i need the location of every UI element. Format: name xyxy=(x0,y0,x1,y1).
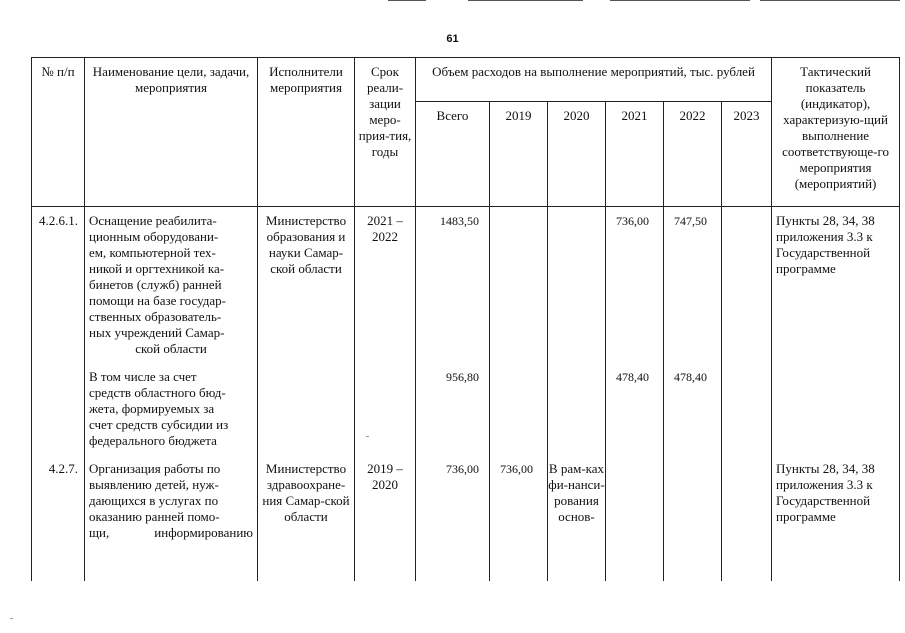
table-row xyxy=(32,369,900,461)
indicator: Пункты 28, 34, 38 приложения 3.3 к Государственной программе xyxy=(772,213,900,369)
indicator: Пункты 28, 34, 38 приложения 3.3 к Государственной программе xyxy=(772,461,900,581)
scan-speck xyxy=(10,618,13,619)
measure-name-line: жета, формируемых за xyxy=(89,401,215,416)
amount-2022 xyxy=(664,461,722,581)
amount-2021: 478,40 xyxy=(606,369,664,461)
amount-2022: 478,40 xyxy=(664,369,722,461)
executor: Министерство здравоохране-ния Самар-ской области xyxy=(258,461,355,581)
measure-name-line: дающихся в услугах по xyxy=(89,493,219,508)
measure-name-line: Оснащение реабилита- xyxy=(89,213,217,228)
amount-2020: В рам-ках фи-нанси-рования основ- xyxy=(548,461,606,581)
measure-name xyxy=(85,213,258,369)
amount-total: 956,80 xyxy=(416,369,490,461)
measure-name-line: ных учреждений Самар- xyxy=(89,325,225,340)
measure-name-line: щи, информированию xyxy=(89,525,253,540)
header-year-2019: 2019 xyxy=(490,102,548,207)
header-executors: Исполнители мероприятия xyxy=(258,58,355,207)
header-period: Срок реали-зации меро-прия-тия, годы xyxy=(355,58,416,207)
executor xyxy=(258,369,355,461)
header-total: Всего xyxy=(416,102,490,207)
period: 2021 – 2022 xyxy=(355,213,416,369)
amount-2019 xyxy=(490,369,548,461)
measure-name-line: оказанию ранней помо- xyxy=(89,509,220,524)
amount-2020 xyxy=(548,369,606,461)
period: 2019 – 2020 xyxy=(355,461,416,581)
measure-name-line: помощи на базе государ- xyxy=(89,293,226,308)
header-name: Наименование цели, задачи, мероприятия xyxy=(85,58,258,207)
row-number xyxy=(32,369,85,461)
header-volume: Объем расходов на выполнение мероприятий, тыс. рублей xyxy=(416,58,772,102)
measure-name-line: бинетов (служб) ранней xyxy=(89,277,222,292)
page-number: 61 xyxy=(446,33,459,45)
scan-edge-line xyxy=(610,0,750,1)
scan-edge-line xyxy=(388,0,426,1)
amount-total: 1483,50 xyxy=(416,213,490,369)
amount-2020 xyxy=(548,213,606,369)
row-number: 4.2.7. xyxy=(32,461,85,581)
amount-2023 xyxy=(722,369,772,461)
amount-2023 xyxy=(722,461,772,581)
scan-edge-line xyxy=(468,0,583,1)
indicator xyxy=(772,369,900,461)
header-row xyxy=(32,58,900,102)
scan-speck xyxy=(366,436,369,437)
header-indicator: Тактический показатель (индикатор), характеризую-щий выполнение соответствующе-го мероприятия (мероприятий) xyxy=(772,58,900,207)
header-year-2022: 2022 xyxy=(664,102,722,207)
measure-name-line: ской области xyxy=(135,341,207,356)
measure-name-line: федерального бюджета xyxy=(89,433,217,448)
executor: Министерство образования и науки Самар-ской области xyxy=(258,213,355,369)
measure-name-line: никой и оргтехникой ка- xyxy=(89,261,225,276)
table-body xyxy=(32,207,900,582)
measure-name-line: выявлению детей, нуж- xyxy=(89,477,219,492)
measure-name-line: счет средств субсидии из xyxy=(89,417,229,432)
amount-2022: 747,50 xyxy=(664,213,722,369)
amount-2019 xyxy=(490,213,548,369)
measure-name-line: ем, компьютерной тех- xyxy=(89,245,216,260)
table-row xyxy=(32,461,900,581)
header-num: № п/п xyxy=(32,58,85,207)
header-year-2020: 2020 xyxy=(548,102,606,207)
measure-name xyxy=(85,369,258,461)
amount-2019: 736,00 xyxy=(490,461,548,581)
measure-name-line: ционным оборудовани- xyxy=(89,229,219,244)
amount-2023 xyxy=(722,213,772,369)
measure-name xyxy=(85,461,258,581)
scan-edge-line xyxy=(760,0,900,1)
measure-name-line: В том числе за счет xyxy=(89,369,197,384)
measure-name-line: ственных образователь- xyxy=(89,309,222,324)
header-year-2021: 2021 xyxy=(606,102,664,207)
table-row xyxy=(32,213,900,369)
amount-total: 736,00 xyxy=(416,461,490,581)
header-year-2023: 2023 xyxy=(722,102,772,207)
measure-name-line: средств областного бюд- xyxy=(89,385,226,400)
measures-table xyxy=(31,57,900,581)
amount-2021 xyxy=(606,461,664,581)
measure-name-line: Организация работы по xyxy=(89,461,221,476)
period xyxy=(355,369,416,461)
row-number: 4.2.6.1. xyxy=(32,213,85,369)
amount-2021: 736,00 xyxy=(606,213,664,369)
